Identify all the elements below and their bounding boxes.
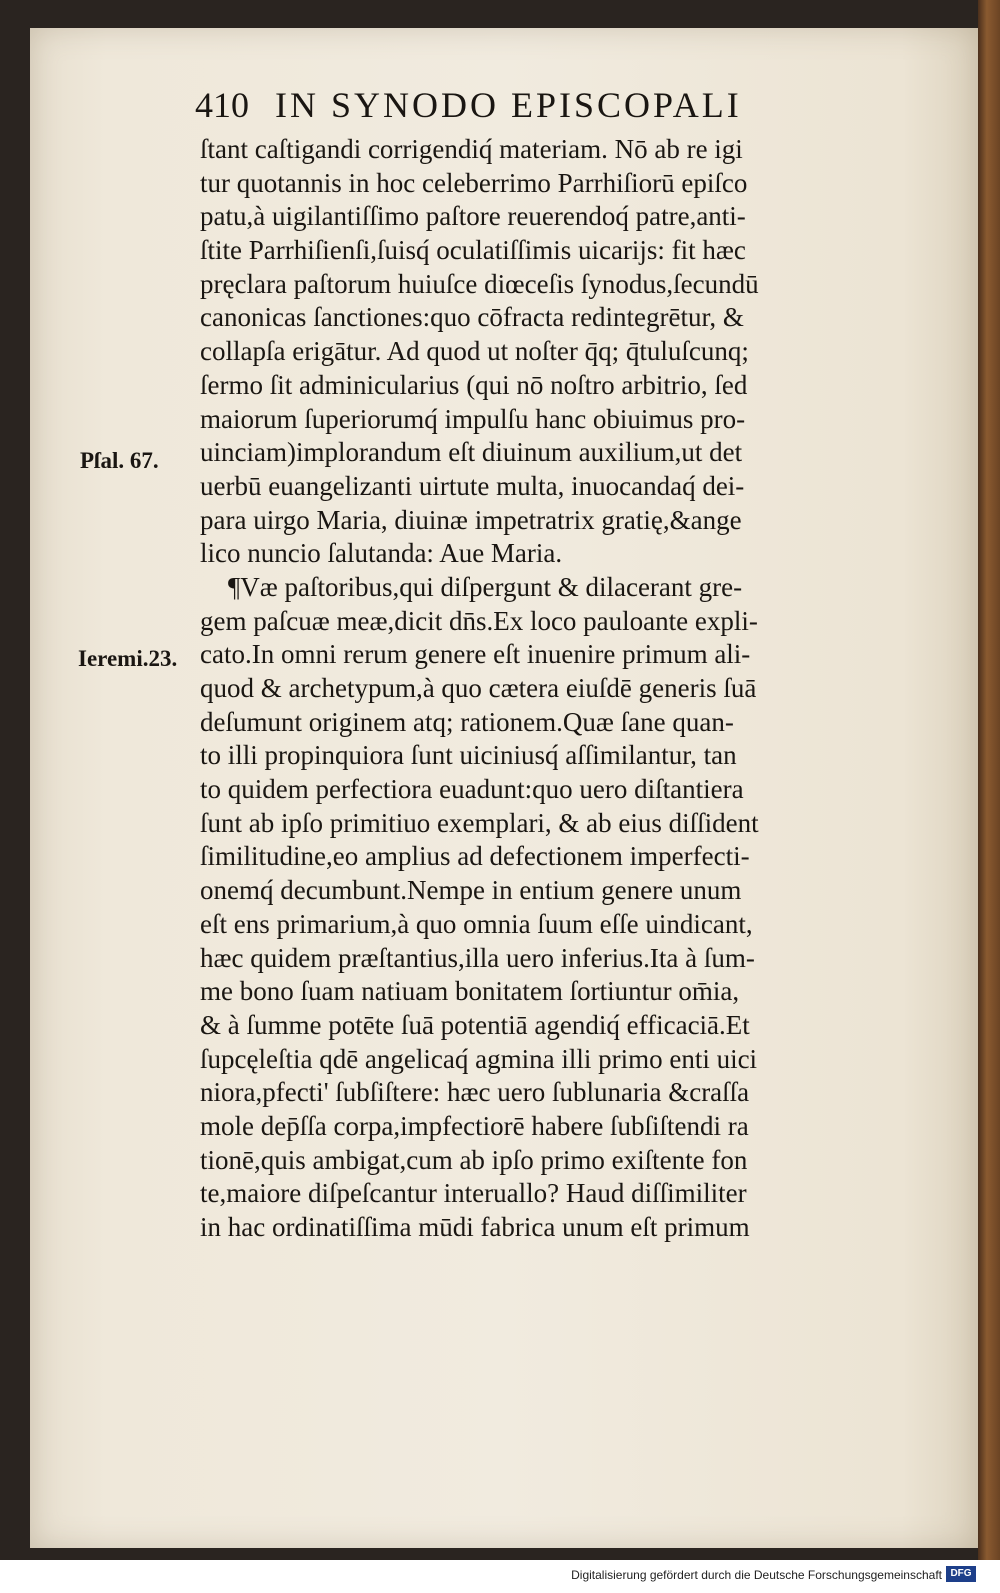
text-line: niora,pfecti' ſubſiſtere: hæc uero ſublunaria &craſſa (200, 1077, 750, 1108)
text-line: ſtant caſtigandi corrigendiq́ materiam. Nō ab re igi (200, 134, 743, 164)
footer-bar (0, 1560, 1000, 1593)
text-line: ſimilitudine,eo amplius ad defectionem imperfecti- (200, 841, 750, 872)
text-line: uinciam)implorandum eſt diuinum auxilium,ut det (200, 437, 743, 468)
text-line: quod & archetypum,à quo cætera eiuſdē generis ſuā (200, 673, 757, 703)
body-text (200, 133, 950, 1245)
text-line: to quidem perfectiora euadunt:quo uero diſtantiera (200, 774, 744, 805)
page-number: 410 (195, 85, 249, 125)
text-line: tionē,quis ambigat,cum ab ipſo primo exiſtente fon (200, 1144, 748, 1175)
text-line: lico nuncio ſalutanda: Aue Maria. (200, 538, 563, 569)
text-line: me bono ſuam natiuam bonitatem ſortiuntur om̄ia, (200, 976, 740, 1007)
text-line: para uirgo Maria, diuinæ impetratrix gratię,&ange (200, 504, 742, 535)
dfg-logo: DFG (946, 1566, 976, 1582)
text-line: to illi propinquiora ſunt uiciniusq́ aſſimilantur, tan (200, 740, 737, 771)
text-line: cato.In omni rerum genere eſt inuenire primum ali- (200, 639, 751, 670)
text-line: maiorum ſuperiorumq́ impulſu hanc obiuimus pro- (200, 403, 746, 434)
text-line: onemq́ decumbunt.Nempe in entium genere unum (200, 875, 742, 906)
text-line: gem paſcuæ meæ,dicit dn̄s.Ex loco pauloante expli- (200, 605, 758, 636)
text-line: hæc quidem præſtantius,illa uero inferius.Ita à ſum- (200, 942, 755, 973)
text-line: ¶Væ paſtoribus,qui diſpergunt & dilacerant gre- (228, 571, 743, 602)
running-head: IN SYNODO EPISCOPALI (275, 85, 742, 125)
text-line: te,maiore diſpeſcantur interuallo? Haud diſſimiliter (200, 1178, 747, 1209)
text-line: ſtite Parrhiſienſi,ſuisq́ oculatiſſimis uicarijs: fit hæc (200, 235, 746, 266)
text-line: in hac ordinatiſſima mūdi fabrica unum eſt primum (200, 1212, 750, 1242)
text-line: pręclara paſtorum huiuſce diœceſis ſynodus,ſecundū (200, 268, 759, 299)
marginal-note-jeremiah: Ieremi.23. (78, 646, 178, 671)
text-line: uerbū euangelizanti uirtute multa, inuocandaq́ dei- (200, 470, 745, 501)
text-line: mole dep̄ſſa corpa,impfectiorē habere ſubſiſtendi ra (200, 1110, 749, 1141)
text-line: collapſa erigātur. Ad quod ut noſter q̄q; q̄tuluſcunq; (200, 336, 749, 367)
text-line: tur quotannis in hoc celeberrimo Parrhiſiorū epiſco (200, 167, 748, 198)
text-line: & à ſumme potēte ſuā potentiā agendiq́ efficaciā.Et (200, 1009, 750, 1040)
digitization-credit: Digitalisierung gefördert durch die Deutsche Forschungsgemeinschaft (571, 1568, 942, 1582)
text-line: canonicas ſanctiones:quo cōfracta redintegrētur, & (200, 302, 744, 333)
text-line: eſt ens primarium,à quo omnia ſuum eſſe uindicant, (200, 908, 753, 939)
page-header (195, 80, 935, 130)
text-line: deſumunt originem atq; rationem.Quæ ſane quan- (200, 706, 734, 737)
text-line: ſunt ab ipſo primitiuo exemplari, & ab eius diſſident (200, 807, 759, 838)
marginal-note-psalm: Pſal. 67. (80, 448, 159, 473)
text-line: patu,à uigilantiſſimo paſtore reuerendoq́ patre,anti- (200, 201, 746, 232)
book-binding-edge (978, 0, 1000, 1560)
text-line: ſupcęleſtia qdē angelicaq́ agmina illi primo enti uici (200, 1043, 758, 1074)
text-line: ſermo ſit adminicularius (qui nō noſtro arbitrio, ſed (200, 369, 748, 400)
